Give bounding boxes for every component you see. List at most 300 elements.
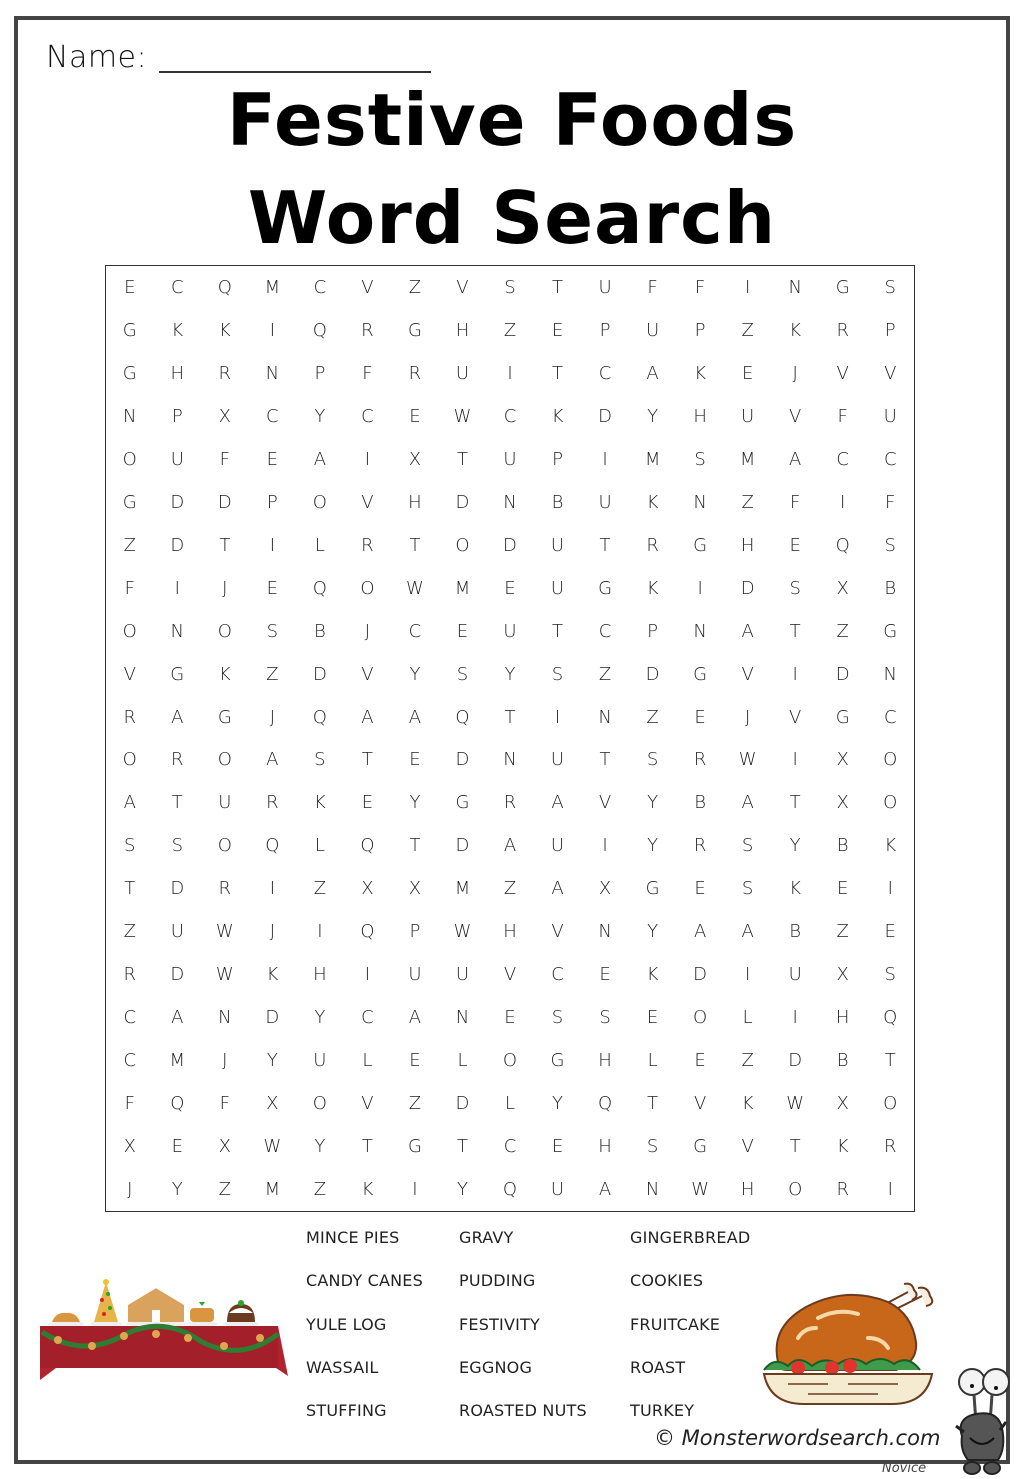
- grid-letter[interactable]: A: [741, 921, 754, 943]
- grid-letter[interactable]: H: [455, 319, 470, 341]
- grid-letter[interactable]: N: [788, 276, 802, 298]
- grid-letter[interactable]: T: [884, 1050, 896, 1072]
- grid-letter[interactable]: M: [644, 448, 661, 470]
- grid-letter[interactable]: Q: [835, 534, 850, 556]
- grid-letter[interactable]: D: [645, 663, 660, 685]
- grid-letter[interactable]: R: [646, 534, 659, 556]
- grid-letter[interactable]: Z: [646, 706, 659, 728]
- grid-letter[interactable]: S: [551, 663, 564, 685]
- grid-letter[interactable]: S: [884, 276, 896, 298]
- grid-letter[interactable]: Q: [360, 921, 375, 943]
- grid-letter[interactable]: E: [504, 1007, 516, 1029]
- grid-letter[interactable]: S: [456, 663, 469, 685]
- grid-letter[interactable]: S: [504, 276, 516, 298]
- grid-letter[interactable]: T: [361, 1136, 373, 1158]
- grid-letter[interactable]: Z: [408, 1093, 422, 1115]
- grid-letter[interactable]: A: [693, 921, 707, 943]
- grid-letter[interactable]: Y: [409, 663, 421, 685]
- grid-letter[interactable]: W: [453, 405, 472, 427]
- grid-letter[interactable]: D: [598, 405, 612, 427]
- grid-letter[interactable]: D: [170, 964, 185, 986]
- grid-letter[interactable]: W: [215, 921, 234, 943]
- grid-letter[interactable]: Q: [312, 706, 327, 728]
- grid-letter[interactable]: Q: [312, 577, 327, 599]
- grid-letter[interactable]: D: [788, 1050, 803, 1072]
- grid-letter[interactable]: A: [551, 792, 564, 814]
- grid-letter[interactable]: N: [693, 620, 707, 642]
- grid-letter[interactable]: O: [788, 1179, 803, 1200]
- grid-letter[interactable]: I: [792, 749, 798, 771]
- grid-letter[interactable]: D: [170, 491, 185, 513]
- grid-letter[interactable]: S: [884, 534, 896, 556]
- grid-letter[interactable]: N: [693, 491, 707, 513]
- grid-letter[interactable]: F: [219, 1093, 230, 1115]
- grid-letter[interactable]: E: [741, 362, 754, 384]
- grid-letter[interactable]: T: [789, 620, 801, 642]
- grid-letter[interactable]: E: [599, 964, 611, 986]
- grid-letter[interactable]: U: [503, 620, 517, 642]
- grid-letter[interactable]: A: [171, 1007, 184, 1029]
- grid-letter[interactable]: R: [836, 319, 849, 341]
- grid-letter[interactable]: R: [883, 1136, 897, 1158]
- grid-letter[interactable]: Y: [171, 1179, 183, 1200]
- grid-letter[interactable]: Z: [836, 921, 849, 943]
- grid-letter[interactable]: H: [693, 405, 707, 427]
- grid-letter[interactable]: Y: [314, 405, 326, 427]
- grid-letter[interactable]: Y: [552, 1093, 564, 1115]
- grid-letter[interactable]: V: [361, 276, 374, 298]
- grid-letter[interactable]: C: [503, 405, 517, 427]
- grid-letter[interactable]: G: [693, 534, 708, 556]
- grid-letter[interactable]: U: [550, 534, 565, 556]
- grid-letter[interactable]: K: [646, 577, 659, 599]
- grid-letter[interactable]: G: [693, 663, 708, 685]
- grid-letter[interactable]: Y: [647, 835, 659, 857]
- grid-letter[interactable]: A: [171, 706, 184, 728]
- grid-letter[interactable]: C: [123, 1007, 137, 1029]
- grid-letter[interactable]: X: [266, 1093, 279, 1115]
- grid-letter[interactable]: S: [741, 835, 754, 857]
- grid-letter[interactable]: W: [738, 749, 757, 771]
- grid-letter[interactable]: X: [408, 448, 422, 470]
- grid-letter[interactable]: Y: [647, 405, 659, 427]
- grid-letter[interactable]: L: [362, 1050, 373, 1072]
- grid-letter[interactable]: D: [455, 491, 470, 513]
- grid-letter[interactable]: E: [361, 792, 374, 814]
- grid-letter[interactable]: U: [550, 749, 565, 771]
- grid-letter[interactable]: G: [645, 878, 660, 900]
- grid-letter[interactable]: E: [409, 405, 421, 427]
- grid-letter[interactable]: Y: [266, 1050, 278, 1072]
- grid-letter[interactable]: C: [883, 706, 897, 728]
- grid-letter[interactable]: T: [599, 534, 611, 556]
- grid-letter[interactable]: V: [884, 362, 897, 384]
- grid-letter[interactable]: I: [507, 362, 513, 384]
- grid-letter[interactable]: G: [122, 362, 137, 384]
- grid-letter[interactable]: D: [265, 1007, 280, 1029]
- grid-letter[interactable]: N: [598, 706, 612, 728]
- grid-letter[interactable]: G: [693, 1136, 708, 1158]
- grid-letter[interactable]: O: [312, 1093, 327, 1115]
- grid-letter[interactable]: R: [693, 749, 707, 771]
- grid-letter[interactable]: R: [218, 362, 232, 384]
- grid-letter[interactable]: O: [502, 1050, 518, 1072]
- grid-letter[interactable]: L: [742, 1007, 753, 1029]
- grid-letter[interactable]: D: [170, 534, 185, 556]
- grid-letter[interactable]: C: [598, 362, 612, 384]
- grid-letter[interactable]: O: [122, 749, 137, 771]
- grid-letter[interactable]: E: [884, 921, 896, 943]
- grid-letter[interactable]: R: [408, 362, 422, 384]
- grid-letter[interactable]: I: [364, 964, 371, 986]
- grid-letter[interactable]: U: [645, 319, 660, 341]
- grid-letter[interactable]: Z: [741, 1050, 754, 1072]
- grid-letter[interactable]: T: [361, 749, 373, 771]
- grid-letter[interactable]: U: [550, 835, 565, 857]
- grid-letter[interactable]: R: [123, 964, 137, 986]
- grid-letter[interactable]: V: [361, 1093, 374, 1115]
- grid-letter[interactable]: X: [123, 1136, 136, 1158]
- grid-letter[interactable]: C: [883, 448, 897, 470]
- grid-letter[interactable]: E: [694, 1050, 706, 1072]
- grid-letter[interactable]: Y: [789, 835, 801, 857]
- grid-letter[interactable]: E: [837, 878, 849, 900]
- grid-letter[interactable]: N: [503, 491, 517, 513]
- grid-letter[interactable]: J: [269, 706, 275, 728]
- grid-letter[interactable]: N: [598, 921, 612, 943]
- grid-letter[interactable]: H: [598, 1050, 612, 1072]
- grid-letter[interactable]: T: [599, 749, 611, 771]
- grid-letter[interactable]: K: [789, 319, 802, 341]
- grid-letter[interactable]: V: [361, 491, 374, 513]
- grid-letter[interactable]: C: [170, 276, 184, 298]
- grid-letter[interactable]: E: [266, 448, 279, 470]
- grid-letter[interactable]: O: [217, 749, 232, 771]
- grid-letter[interactable]: T: [552, 362, 564, 384]
- grid-letter[interactable]: Y: [647, 921, 659, 943]
- grid-letter[interactable]: D: [503, 534, 517, 556]
- grid-letter[interactable]: J: [222, 577, 228, 599]
- grid-letter[interactable]: S: [171, 835, 183, 857]
- grid-letter[interactable]: G: [883, 620, 898, 642]
- grid-letter[interactable]: Q: [455, 706, 470, 728]
- grid-letter[interactable]: D: [835, 663, 850, 685]
- grid-letter[interactable]: N: [645, 1179, 660, 1200]
- grid-letter[interactable]: N: [218, 1007, 232, 1029]
- grid-letter[interactable]: P: [694, 319, 706, 341]
- grid-letter[interactable]: S: [646, 749, 659, 771]
- grid-letter[interactable]: C: [836, 448, 849, 470]
- grid-letter[interactable]: R: [361, 534, 374, 556]
- grid-letter[interactable]: V: [741, 663, 754, 685]
- grid-letter[interactable]: U: [598, 491, 612, 513]
- grid-letter[interactable]: D: [693, 964, 708, 986]
- grid-letter[interactable]: P: [647, 620, 658, 642]
- grid-letter[interactable]: K: [361, 1179, 374, 1200]
- grid-letter[interactable]: R: [266, 792, 279, 814]
- grid-letter[interactable]: U: [313, 1050, 327, 1072]
- grid-letter[interactable]: R: [693, 835, 707, 857]
- grid-letter[interactable]: E: [124, 276, 136, 298]
- grid-letter[interactable]: U: [455, 362, 470, 384]
- grid-letter[interactable]: P: [552, 448, 563, 470]
- grid-letter[interactable]: O: [312, 491, 327, 513]
- grid-letter[interactable]: G: [455, 792, 470, 814]
- grid-letter[interactable]: C: [408, 620, 422, 642]
- grid-letter[interactable]: G: [835, 706, 850, 728]
- grid-letter[interactable]: C: [503, 1136, 517, 1158]
- grid-letter[interactable]: A: [408, 1007, 422, 1029]
- grid-letter[interactable]: V: [693, 1093, 707, 1115]
- grid-letter[interactable]: O: [883, 749, 898, 771]
- grid-letter[interactable]: Y: [456, 1179, 468, 1200]
- grid-letter[interactable]: G: [598, 577, 613, 599]
- grid-letter[interactable]: Z: [741, 319, 754, 341]
- grid-letter[interactable]: F: [837, 405, 848, 427]
- grid-letter[interactable]: O: [883, 1093, 898, 1115]
- grid-letter[interactable]: U: [170, 448, 184, 470]
- grid-letter[interactable]: Q: [502, 1179, 518, 1200]
- grid-letter[interactable]: V: [503, 964, 517, 986]
- grid-letter[interactable]: O: [693, 1007, 708, 1029]
- grid-letter[interactable]: E: [694, 706, 706, 728]
- grid-letter[interactable]: P: [409, 921, 421, 943]
- grid-letter[interactable]: G: [550, 1050, 565, 1072]
- grid-letter[interactable]: F: [124, 1093, 135, 1115]
- grid-letter[interactable]: V: [836, 362, 849, 384]
- grid-letter[interactable]: Y: [647, 792, 659, 814]
- grid-letter[interactable]: V: [741, 1136, 754, 1158]
- grid-letter[interactable]: A: [741, 620, 754, 642]
- grid-letter[interactable]: A: [551, 878, 564, 900]
- grid-letter[interactable]: H: [835, 1007, 850, 1029]
- grid-letter[interactable]: U: [741, 405, 755, 427]
- grid-letter[interactable]: A: [741, 792, 754, 814]
- grid-letter[interactable]: V: [789, 405, 802, 427]
- grid-letter[interactable]: H: [740, 534, 755, 556]
- grid-letter[interactable]: U: [503, 448, 517, 470]
- grid-letter[interactable]: D: [740, 577, 755, 599]
- grid-letter[interactable]: U: [408, 964, 422, 986]
- grid-letter[interactable]: K: [551, 405, 564, 427]
- grid-letter[interactable]: M: [264, 276, 281, 298]
- grid-letter[interactable]: I: [269, 534, 275, 556]
- grid-letter[interactable]: C: [551, 964, 564, 986]
- grid-letter[interactable]: Z: [503, 878, 517, 900]
- grid-letter[interactable]: W: [215, 964, 234, 986]
- grid-letter[interactable]: D: [455, 1093, 470, 1115]
- grid-letter[interactable]: E: [694, 878, 706, 900]
- grid-letter[interactable]: U: [550, 1179, 565, 1200]
- grid-letter[interactable]: R: [361, 319, 374, 341]
- grid-letter[interactable]: H: [503, 921, 517, 943]
- grid-letter[interactable]: X: [836, 1093, 849, 1115]
- grid-letter[interactable]: P: [599, 319, 611, 341]
- grid-letter[interactable]: K: [646, 964, 659, 986]
- grid-letter[interactable]: I: [792, 663, 798, 685]
- grid-letter[interactable]: Z: [313, 878, 327, 900]
- grid-letter[interactable]: R: [123, 706, 137, 728]
- grid-letter[interactable]: Z: [123, 534, 136, 556]
- grid-letter[interactable]: I: [412, 1179, 418, 1200]
- grid-letter[interactable]: B: [884, 577, 897, 599]
- grid-letter[interactable]: Y: [504, 663, 516, 685]
- grid-letter[interactable]: O: [217, 620, 232, 642]
- grid-letter[interactable]: O: [217, 835, 232, 857]
- grid-letter[interactable]: K: [741, 1093, 754, 1115]
- grid-letter[interactable]: Y: [314, 1007, 326, 1029]
- grid-letter[interactable]: B: [313, 620, 326, 642]
- grid-letter[interactable]: C: [266, 405, 279, 427]
- grid-letter[interactable]: S: [741, 878, 754, 900]
- grid-letter[interactable]: X: [836, 964, 849, 986]
- grid-letter[interactable]: U: [598, 276, 612, 298]
- grid-letter[interactable]: K: [218, 663, 231, 685]
- grid-letter[interactable]: P: [314, 362, 326, 384]
- grid-letter[interactable]: Q: [360, 835, 375, 857]
- grid-letter[interactable]: F: [694, 276, 706, 298]
- grid-letter[interactable]: I: [887, 878, 893, 900]
- grid-letter[interactable]: F: [885, 491, 896, 513]
- grid-letter[interactable]: J: [744, 706, 751, 728]
- grid-letter[interactable]: C: [361, 1007, 374, 1029]
- grid-letter[interactable]: G: [170, 663, 185, 685]
- grid-letter[interactable]: N: [455, 1007, 470, 1029]
- grid-letter[interactable]: L: [314, 835, 325, 857]
- grid-letter[interactable]: D: [312, 663, 327, 685]
- grid-letter[interactable]: F: [789, 491, 801, 513]
- grid-letter[interactable]: S: [551, 1007, 564, 1029]
- grid-letter[interactable]: C: [598, 620, 612, 642]
- grid-letter[interactable]: T: [171, 792, 183, 814]
- grid-letter[interactable]: I: [269, 878, 275, 900]
- grid-letter[interactable]: N: [883, 663, 897, 685]
- grid-letter[interactable]: U: [455, 964, 470, 986]
- grid-letter[interactable]: M: [454, 577, 471, 599]
- grid-letter[interactable]: E: [551, 319, 564, 341]
- grid-letter[interactable]: M: [739, 448, 756, 470]
- grid-letter[interactable]: I: [840, 491, 846, 513]
- grid-letter[interactable]: K: [884, 835, 897, 857]
- grid-letter[interactable]: F: [362, 362, 373, 384]
- grid-letter[interactable]: S: [789, 577, 801, 599]
- grid-letter[interactable]: Z: [741, 491, 754, 513]
- grid-letter[interactable]: S: [694, 448, 706, 470]
- grid-letter[interactable]: E: [409, 1050, 421, 1072]
- grid-letter[interactable]: P: [171, 405, 183, 427]
- grid-letter[interactable]: G: [122, 319, 137, 341]
- grid-letter[interactable]: F: [647, 276, 658, 298]
- grid-letter[interactable]: R: [503, 792, 517, 814]
- grid-letter[interactable]: D: [217, 491, 232, 513]
- grid-letter[interactable]: G: [122, 491, 137, 513]
- grid-letter[interactable]: Q: [597, 1093, 613, 1115]
- grid-letter[interactable]: L: [314, 534, 325, 556]
- grid-letter[interactable]: K: [218, 319, 231, 341]
- grid-letter[interactable]: I: [602, 448, 608, 470]
- grid-letter[interactable]: K: [694, 362, 707, 384]
- grid-letter[interactable]: O: [122, 620, 137, 642]
- grid-letter[interactable]: T: [789, 792, 801, 814]
- grid-letter[interactable]: K: [789, 878, 802, 900]
- grid-letter[interactable]: W: [263, 1136, 282, 1158]
- grid-letter[interactable]: O: [883, 792, 898, 814]
- grid-letter[interactable]: W: [691, 1179, 710, 1200]
- grid-letter[interactable]: T: [789, 1136, 801, 1158]
- grid-letter[interactable]: A: [313, 448, 327, 470]
- grid-letter[interactable]: Z: [598, 663, 612, 685]
- grid-letter[interactable]: P: [884, 319, 896, 341]
- grid-letter[interactable]: I: [792, 1007, 798, 1029]
- grid-letter[interactable]: M: [264, 1179, 281, 1200]
- grid-letter[interactable]: J: [792, 362, 798, 384]
- grid-letter[interactable]: C: [313, 276, 327, 298]
- grid-letter[interactable]: T: [552, 276, 564, 298]
- grid-letter[interactable]: J: [269, 921, 275, 943]
- grid-letter[interactable]: T: [504, 706, 516, 728]
- grid-letter[interactable]: R: [218, 878, 232, 900]
- grid-letter[interactable]: X: [836, 792, 849, 814]
- grid-letter[interactable]: I: [697, 577, 703, 599]
- grid-letter[interactable]: A: [646, 362, 659, 384]
- grid-letter[interactable]: Z: [313, 1179, 327, 1200]
- grid-letter[interactable]: X: [361, 878, 374, 900]
- grid-letter[interactable]: D: [170, 878, 185, 900]
- grid-letter[interactable]: H: [408, 491, 422, 513]
- grid-letter[interactable]: N: [503, 749, 517, 771]
- grid-letter[interactable]: J: [127, 1179, 133, 1200]
- grid-letter[interactable]: M: [454, 878, 471, 900]
- grid-letter[interactable]: O: [122, 448, 137, 470]
- grid-letter[interactable]: C: [361, 405, 374, 427]
- grid-letter[interactable]: T: [647, 1093, 659, 1115]
- grid-letter[interactable]: E: [789, 534, 801, 556]
- grid-letter[interactable]: Q: [265, 835, 280, 857]
- grid-letter[interactable]: N: [170, 620, 185, 642]
- grid-letter[interactable]: T: [409, 835, 421, 857]
- grid-letter[interactable]: H: [740, 1179, 755, 1200]
- grid-letter[interactable]: L: [457, 1050, 468, 1072]
- grid-letter[interactable]: G: [835, 276, 850, 298]
- grid-letter[interactable]: X: [218, 405, 231, 427]
- grid-letter[interactable]: I: [887, 1179, 893, 1200]
- grid-letter[interactable]: A: [123, 792, 136, 814]
- grid-letter[interactable]: S: [646, 1136, 659, 1158]
- grid-letter[interactable]: X: [408, 878, 422, 900]
- grid-letter[interactable]: A: [361, 706, 374, 728]
- grid-letter[interactable]: U: [170, 921, 184, 943]
- grid-letter[interactable]: I: [317, 921, 323, 943]
- grid-letter[interactable]: E: [456, 620, 469, 642]
- grid-letter[interactable]: O: [455, 534, 470, 556]
- grid-letter[interactable]: Q: [170, 1093, 185, 1115]
- grid-letter[interactable]: W: [786, 1093, 805, 1115]
- grid-letter[interactable]: I: [554, 706, 561, 728]
- grid-letter[interactable]: Y: [314, 1136, 326, 1158]
- grid-letter[interactable]: U: [883, 405, 897, 427]
- grid-letter[interactable]: U: [788, 964, 802, 986]
- grid-letter[interactable]: O: [360, 577, 375, 599]
- grid-letter[interactable]: T: [456, 448, 468, 470]
- grid-letter[interactable]: Z: [408, 276, 422, 298]
- grid-letter[interactable]: I: [602, 835, 608, 857]
- grid-letter[interactable]: V: [123, 663, 136, 685]
- grid-letter[interactable]: K: [171, 319, 184, 341]
- grid-letter[interactable]: E: [504, 577, 516, 599]
- grid-letter[interactable]: B: [836, 1050, 849, 1072]
- grid-letter[interactable]: N: [123, 405, 137, 427]
- grid-letter[interactable]: K: [313, 792, 326, 814]
